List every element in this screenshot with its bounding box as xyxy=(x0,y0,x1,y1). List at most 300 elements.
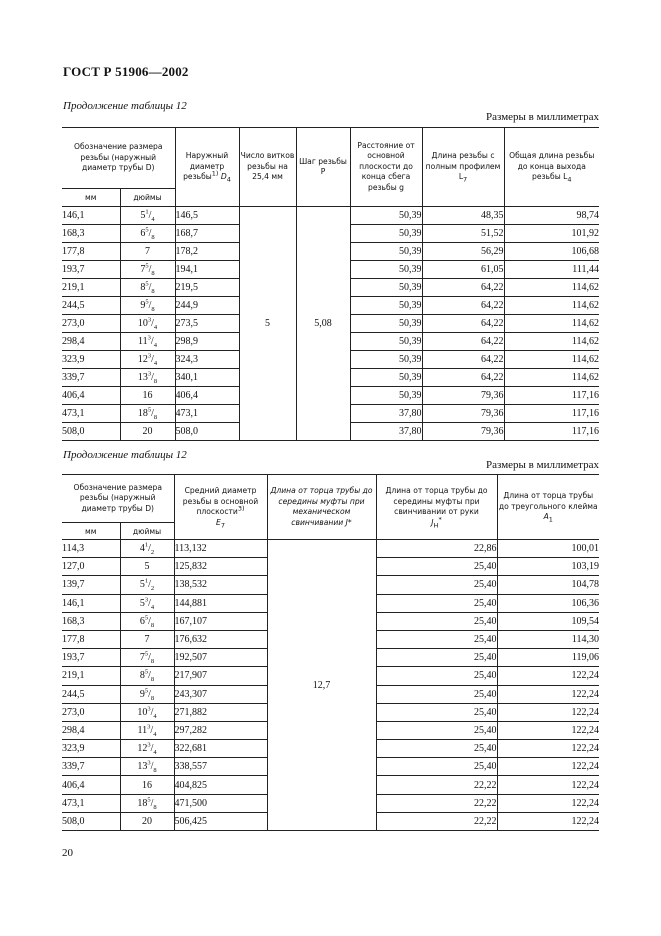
outer-diameter-cell: 508,0 xyxy=(175,423,239,441)
triangle-length-cell: 103,19 xyxy=(497,558,599,576)
total-length-cell: 114,62 xyxy=(504,297,599,315)
t2-footnote-mark: 3) xyxy=(237,504,245,513)
t1-header-outer-diameter-text: Наружный диаметр резьбы xyxy=(183,151,229,182)
inch-cell xyxy=(120,740,174,758)
mm-cell: 273,0 xyxy=(62,315,120,333)
outer-diameter-cell: 406,4 xyxy=(175,387,239,405)
mm-cell: 323,9 xyxy=(62,351,120,369)
t2-symbol-e-sub: 7 xyxy=(220,521,225,530)
mm-cell: 339,7 xyxy=(62,369,120,387)
inch-cell xyxy=(120,812,174,830)
fraction-slash: / xyxy=(148,579,151,591)
inch-whole: 5 xyxy=(139,579,145,591)
inch-cell xyxy=(120,612,174,630)
inch-whole: 7 xyxy=(144,634,150,646)
mm-cell: 177,8 xyxy=(62,243,120,261)
mm-cell: 168,3 xyxy=(62,612,120,630)
length-full-cell: 56,29 xyxy=(422,243,504,261)
distance-cell: 50,39 xyxy=(350,333,422,351)
total-length-cell: 117,16 xyxy=(504,423,599,441)
total-length-cell: 114,62 xyxy=(504,351,599,369)
mean-diameter-cell: 506,425 xyxy=(174,812,267,830)
inch-whole: 16 xyxy=(142,779,152,791)
t1-header-length-full-text: Длина резьбы с полным профилем L xyxy=(425,151,501,182)
total-length-cell: 101,92 xyxy=(504,225,599,243)
inch-numerator: 5 xyxy=(144,650,149,658)
fraction-slash: / xyxy=(148,597,151,609)
inch-cell xyxy=(120,667,174,685)
hand-length-cell: 25,40 xyxy=(376,740,497,758)
inch-whole: 11 xyxy=(137,724,148,736)
total-length-cell: 111,44 xyxy=(504,261,599,279)
fraction-slash: / xyxy=(151,354,154,365)
inch-cell xyxy=(120,423,175,441)
distance-cell: 50,39 xyxy=(350,225,422,243)
t1-header-total-length-text: Общая длина резьбы до конца выхода резьбы L xyxy=(509,151,595,182)
distance-cell: 50,39 xyxy=(350,351,422,369)
inch-whole: 7 xyxy=(145,246,150,257)
mean-diameter-cell: 404,825 xyxy=(174,776,267,794)
inch-cell xyxy=(120,576,174,594)
inch-cell xyxy=(120,369,175,387)
mean-diameter-cell: 138,532 xyxy=(174,576,267,594)
inch-numerator: 3 xyxy=(147,723,151,731)
inch-whole: 8 xyxy=(140,282,146,293)
distance-cell: 37,80 xyxy=(350,423,422,441)
inch-whole: 13 xyxy=(137,761,148,773)
t1-header-designation: Обозначение размера резьбы (наружный диаметр трубы D) xyxy=(62,128,175,189)
inch-whole: 12 xyxy=(137,743,148,755)
total-length-cell: 117,16 xyxy=(504,405,599,423)
mean-diameter-cell: 297,282 xyxy=(174,721,267,739)
length-full-cell: 79,36 xyxy=(422,405,504,423)
mean-diameter-cell: 271,882 xyxy=(174,703,267,721)
fraction-slash: / xyxy=(151,408,154,419)
triangle-length-cell: 122,24 xyxy=(497,703,599,721)
inch-numerator: 3 xyxy=(144,596,149,604)
fraction-slash: / xyxy=(148,652,151,664)
inch-cell xyxy=(120,207,175,225)
inch-numerator: 5 xyxy=(145,226,149,234)
inch-denominator: 8 xyxy=(153,378,158,385)
fraction-slash: / xyxy=(148,670,151,682)
inch-denominator: 4 xyxy=(153,712,157,720)
outer-diameter-cell: 146,5 xyxy=(175,207,239,225)
inch-numerator: 3 xyxy=(147,370,152,378)
hand-length-cell: 22,22 xyxy=(376,812,497,830)
hand-length-cell: 25,40 xyxy=(376,721,497,739)
turns-cell: 5 xyxy=(239,207,296,441)
outer-diameter-cell: 168,7 xyxy=(175,225,239,243)
table-row xyxy=(62,207,599,225)
inch-cell xyxy=(120,630,174,648)
fraction-slash: / xyxy=(151,318,154,329)
inch-numerator: 3 xyxy=(147,334,151,342)
inch-numerator: 3 xyxy=(147,705,151,713)
inch-denominator: 8 xyxy=(150,621,155,629)
inch-denominator: 8 xyxy=(151,288,155,295)
inch-whole: 12 xyxy=(137,354,148,365)
t2-header-inch: дюймы xyxy=(120,523,174,540)
inch-cell xyxy=(120,351,175,369)
inch-denominator: 4 xyxy=(151,216,155,223)
t1-header-pitch: Шаг резьбы P xyxy=(296,128,350,207)
outer-diameter-cell: 244,9 xyxy=(175,297,239,315)
hand-length-cell: 22,86 xyxy=(376,540,497,558)
mm-cell: 114,3 xyxy=(62,540,120,558)
t2-header-length-triangle-text: Длина от торца трубы до треугольного клейма xyxy=(498,491,598,511)
inch-whole: 10 xyxy=(137,318,148,329)
t1-l7-sub: 7 xyxy=(463,175,468,184)
inch-whole: 18 xyxy=(137,797,148,809)
triangle-length-cell: 122,24 xyxy=(497,794,599,812)
fraction-slash: / xyxy=(148,543,151,555)
inch-whole: 11 xyxy=(138,336,148,347)
inch-cell xyxy=(120,387,175,405)
distance-cell: 50,39 xyxy=(350,297,422,315)
inch-denominator: 8 xyxy=(150,658,155,666)
mean-diameter-cell: 471,500 xyxy=(174,794,267,812)
t2-header-mm: мм xyxy=(62,523,120,540)
inch-numerator: 1 xyxy=(144,578,149,586)
inch-numerator: 3 xyxy=(147,741,151,749)
inch-cell xyxy=(120,649,174,667)
t2-header-length-hand xyxy=(376,475,497,540)
length-full-cell: 64,22 xyxy=(422,369,504,387)
inch-denominator: 8 xyxy=(151,234,155,241)
inch-numerator: 5 xyxy=(144,669,149,677)
t2-header-length-hand-text: Длина от торца трубы до середины муфты при свинчивании от руки xyxy=(385,486,488,516)
fraction-slash: / xyxy=(148,688,151,700)
inch-whole: 4 xyxy=(139,543,145,555)
triangle-length-cell: 122,24 xyxy=(497,740,599,758)
fraction-slash: / xyxy=(150,797,154,809)
hand-length-cell: 25,40 xyxy=(376,576,497,594)
mm-cell: 244,5 xyxy=(62,685,120,703)
inch-whole: 13 xyxy=(137,372,148,383)
length-full-cell: 79,36 xyxy=(422,423,504,441)
inch-cell xyxy=(120,540,174,558)
fraction-slash: / xyxy=(148,228,152,239)
t1-header-length-full xyxy=(422,128,504,207)
mean-diameter-cell: 217,907 xyxy=(174,667,267,685)
length-full-cell: 51,52 xyxy=(422,225,504,243)
inch-whole: 7 xyxy=(139,652,145,664)
inch-whole: 8 xyxy=(139,670,145,682)
t1-header-turns: Число витков резьбы на 25,4 мм xyxy=(239,128,296,207)
mean-diameter-cell: 167,107 xyxy=(174,612,267,630)
inch-whole: 16 xyxy=(142,390,153,401)
mm-cell: 168,3 xyxy=(62,225,120,243)
distance-cell: 50,39 xyxy=(350,387,422,405)
inch-cell xyxy=(120,703,174,721)
inch-cell xyxy=(120,279,175,297)
length-full-cell: 79,36 xyxy=(422,387,504,405)
mm-cell: 146,1 xyxy=(62,207,120,225)
distance-cell: 50,39 xyxy=(350,315,422,333)
mm-cell: 339,7 xyxy=(62,758,120,776)
inch-cell xyxy=(120,297,175,315)
mean-diameter-cell: 192,507 xyxy=(174,649,267,667)
triangle-length-cell: 114,30 xyxy=(497,630,599,648)
table1-body xyxy=(62,207,599,441)
fraction-slash: / xyxy=(150,706,154,718)
inch-numerator: 3 xyxy=(147,760,151,768)
t1-header-mm: мм xyxy=(62,189,120,207)
table2 xyxy=(62,474,599,831)
t2-symbol-j-sup: * xyxy=(438,514,442,523)
length-full-cell: 64,22 xyxy=(422,297,504,315)
mm-cell: 146,1 xyxy=(62,594,120,612)
inch-whole: 6 xyxy=(139,615,145,627)
triangle-length-cell: 122,24 xyxy=(497,776,599,794)
triangle-length-cell: 100,01 xyxy=(497,540,599,558)
table2-body xyxy=(62,540,599,831)
table-row xyxy=(62,540,599,558)
distance-cell: 50,39 xyxy=(350,261,422,279)
fraction-slash: / xyxy=(148,282,152,293)
distance-cell: 50,39 xyxy=(350,243,422,261)
fraction-slash: / xyxy=(148,264,152,275)
triangle-length-cell: 104,78 xyxy=(497,576,599,594)
mean-diameter-cell: 338,557 xyxy=(174,758,267,776)
inch-denominator: 2 xyxy=(150,549,155,557)
inch-cell xyxy=(120,685,174,703)
inch-whole: 5 xyxy=(140,210,146,221)
outer-diameter-cell: 473,1 xyxy=(175,405,239,423)
inch-cell xyxy=(120,794,174,812)
total-length-cell: 114,62 xyxy=(504,315,599,333)
fraction-slash: / xyxy=(150,724,154,736)
inch-cell xyxy=(120,758,174,776)
outer-diameter-cell: 273,5 xyxy=(175,315,239,333)
inch-denominator: 8 xyxy=(151,306,155,313)
mm-cell: 139,7 xyxy=(62,576,120,594)
mean-diameter-cell: 125,832 xyxy=(174,558,267,576)
hand-length-cell: 22,22 xyxy=(376,794,497,812)
triangle-length-cell: 109,54 xyxy=(497,612,599,630)
outer-diameter-cell: 324,3 xyxy=(175,351,239,369)
inch-denominator: 4 xyxy=(153,324,158,331)
mm-cell: 323,9 xyxy=(62,740,120,758)
table1-units: Размеры в миллиметрах xyxy=(486,111,599,123)
inch-cell xyxy=(120,776,174,794)
t2-symbol-e: E xyxy=(216,517,221,527)
page-number: 20 xyxy=(62,847,73,859)
inch-cell xyxy=(120,243,175,261)
inch-numerator: 5 xyxy=(144,614,149,622)
t1-header-inch: дюймы xyxy=(120,189,175,207)
hand-length-cell: 25,40 xyxy=(376,558,497,576)
fraction-slash: / xyxy=(150,336,154,347)
inch-numerator: 1 xyxy=(144,541,149,549)
mm-cell: 193,7 xyxy=(62,261,120,279)
inch-denominator: 4 xyxy=(153,360,158,367)
table2-caption: Продолжение таблицы 12 xyxy=(63,449,187,461)
distance-cell: 50,39 xyxy=(350,207,422,225)
t1-symbol-d: D xyxy=(220,172,227,182)
fraction-slash: / xyxy=(148,300,152,311)
t1-header-total-length xyxy=(504,128,599,207)
triangle-length-cell: 122,24 xyxy=(497,758,599,776)
inch-denominator: 4 xyxy=(153,749,157,757)
t2-symbol-a: A xyxy=(543,512,549,522)
mm-cell: 406,4 xyxy=(62,776,120,794)
total-length-cell: 114,62 xyxy=(504,333,599,351)
mm-cell: 219,1 xyxy=(62,279,120,297)
triangle-length-cell: 106,36 xyxy=(497,594,599,612)
hand-length-cell: 22,22 xyxy=(376,776,497,794)
t1-header-distance: Расстояние от основной плоскости до конца сбега резьбы g xyxy=(350,128,422,207)
mm-cell: 193,7 xyxy=(62,649,120,667)
fraction-slash: / xyxy=(151,372,154,383)
inch-numerator: 5 xyxy=(145,280,149,288)
table2-units: Размеры в миллиметрах xyxy=(486,459,599,471)
inch-cell xyxy=(120,721,174,739)
length-full-cell: 48,35 xyxy=(422,207,504,225)
mm-cell: 508,0 xyxy=(62,423,120,441)
length-full-cell: 64,22 xyxy=(422,333,504,351)
inch-whole: 20 xyxy=(142,815,152,827)
total-length-cell: 114,62 xyxy=(504,369,599,387)
inch-whole: 9 xyxy=(140,300,146,311)
t2-symbol-j: J xyxy=(431,517,434,527)
mean-diameter-cell: 322,681 xyxy=(174,740,267,758)
inch-numerator: 5 xyxy=(145,262,149,270)
distance-cell: 50,39 xyxy=(350,279,422,297)
length-full-cell: 64,22 xyxy=(422,279,504,297)
outer-diameter-cell: 178,2 xyxy=(175,243,239,261)
inch-denominator: 8 xyxy=(153,767,157,775)
t2-header-mean-diameter xyxy=(174,475,267,540)
inch-whole: 10 xyxy=(137,706,148,718)
t2-header-length-mech: Длина от торца трубы до середины муфты при механическом свинчивании J* xyxy=(267,475,376,540)
mm-cell: 298,4 xyxy=(62,721,120,739)
inch-cell xyxy=(120,261,175,279)
t1-footnote-mark: 1) xyxy=(211,169,219,178)
hand-length-cell: 25,40 xyxy=(376,685,497,703)
inch-numerator: 5 xyxy=(145,298,149,306)
hand-length-cell: 25,40 xyxy=(376,649,497,667)
inch-numerator: 1 xyxy=(145,208,149,216)
triangle-length-cell: 122,24 xyxy=(497,812,599,830)
inch-numerator: 5 xyxy=(144,687,149,695)
inch-whole: 18 xyxy=(137,408,148,419)
length-full-cell: 64,22 xyxy=(422,315,504,333)
outer-diameter-cell: 298,9 xyxy=(175,333,239,351)
inch-denominator: 8 xyxy=(153,803,157,811)
t2-header-length-triangle xyxy=(497,475,599,540)
inch-whole: 9 xyxy=(139,688,145,700)
distance-cell: 37,80 xyxy=(350,405,422,423)
mm-cell: 406,4 xyxy=(62,387,120,405)
mm-cell: 473,1 xyxy=(62,794,120,812)
inch-cell xyxy=(120,225,175,243)
inch-whole: 5 xyxy=(144,561,150,573)
distance-cell: 50,39 xyxy=(350,369,422,387)
mean-diameter-cell: 144,881 xyxy=(174,594,267,612)
inch-cell xyxy=(120,315,175,333)
inch-numerator: 5 xyxy=(147,796,151,804)
triangle-length-cell: 122,24 xyxy=(497,667,599,685)
hand-length-cell: 25,40 xyxy=(376,594,497,612)
triangle-length-cell: 122,24 xyxy=(497,721,599,739)
pitch-cell: 5,08 xyxy=(296,207,350,441)
inch-numerator: 3 xyxy=(147,316,152,324)
t1-header-outer-diameter xyxy=(175,128,239,207)
total-length-cell: 114,62 xyxy=(504,279,599,297)
mm-cell: 508,0 xyxy=(62,812,120,830)
mm-cell: 273,0 xyxy=(62,703,120,721)
mean-diameter-cell: 113,132 xyxy=(174,540,267,558)
inch-denominator: 4 xyxy=(153,730,157,738)
hand-length-cell: 25,40 xyxy=(376,667,497,685)
table1-caption: Продолжение таблицы 12 xyxy=(63,100,187,112)
outer-diameter-cell: 194,1 xyxy=(175,261,239,279)
inch-numerator: 5 xyxy=(147,406,152,414)
document-title: ГОСТ Р 51906—2002 xyxy=(63,64,189,79)
inch-numerator: 3 xyxy=(147,352,152,360)
fraction-slash: / xyxy=(148,210,152,221)
inch-denominator: 8 xyxy=(150,676,155,684)
length-full-cell: 64,22 xyxy=(422,351,504,369)
inch-whole: 7 xyxy=(140,264,146,275)
fraction-slash: / xyxy=(148,615,151,627)
t1-l4-sub: 4 xyxy=(567,175,572,184)
inch-cell xyxy=(120,405,175,423)
mm-cell: 127,0 xyxy=(62,558,120,576)
hand-length-cell: 25,40 xyxy=(376,630,497,648)
inch-denominator: 8 xyxy=(151,270,155,277)
inch-cell xyxy=(120,594,174,612)
inch-denominator: 2 xyxy=(150,585,155,593)
inch-denominator: 4 xyxy=(153,342,157,349)
inch-whole: 6 xyxy=(140,228,146,239)
inch-whole: 5 xyxy=(139,597,145,609)
inch-cell xyxy=(120,558,174,576)
mm-cell: 177,8 xyxy=(62,630,120,648)
total-length-cell: 106,68 xyxy=(504,243,599,261)
t1-symbol-d-sub: 4 xyxy=(226,175,231,184)
total-length-cell: 117,16 xyxy=(504,387,599,405)
table1 xyxy=(62,127,599,441)
triangle-length-cell: 119,06 xyxy=(497,649,599,667)
mech-length-cell: 12,7 xyxy=(267,540,376,831)
inch-denominator: 8 xyxy=(150,694,155,702)
hand-length-cell: 25,40 xyxy=(376,758,497,776)
hand-length-cell: 25,40 xyxy=(376,612,497,630)
fraction-slash: / xyxy=(150,761,154,773)
outer-diameter-cell: 340,1 xyxy=(175,369,239,387)
fraction-slash: / xyxy=(150,743,154,755)
triangle-length-cell: 122,24 xyxy=(497,685,599,703)
mm-cell: 473,1 xyxy=(62,405,120,423)
mean-diameter-cell: 176,632 xyxy=(174,630,267,648)
outer-diameter-cell: 219,5 xyxy=(175,279,239,297)
inch-denominator: 8 xyxy=(153,414,158,421)
mm-cell: 298,4 xyxy=(62,333,120,351)
t2-symbol-j-sub: H xyxy=(433,521,439,530)
mm-cell: 219,1 xyxy=(62,667,120,685)
length-full-cell: 61,05 xyxy=(422,261,504,279)
mm-cell: 244,5 xyxy=(62,297,120,315)
hand-length-cell: 25,40 xyxy=(376,703,497,721)
inch-denominator: 4 xyxy=(150,603,155,611)
t2-header-mean-diameter-text: Средний диаметр резьбы в основной плоскости xyxy=(182,486,259,516)
t2-symbol-a-sub: 1 xyxy=(548,515,553,524)
mean-diameter-cell: 243,307 xyxy=(174,685,267,703)
inch-whole: 20 xyxy=(142,426,153,437)
